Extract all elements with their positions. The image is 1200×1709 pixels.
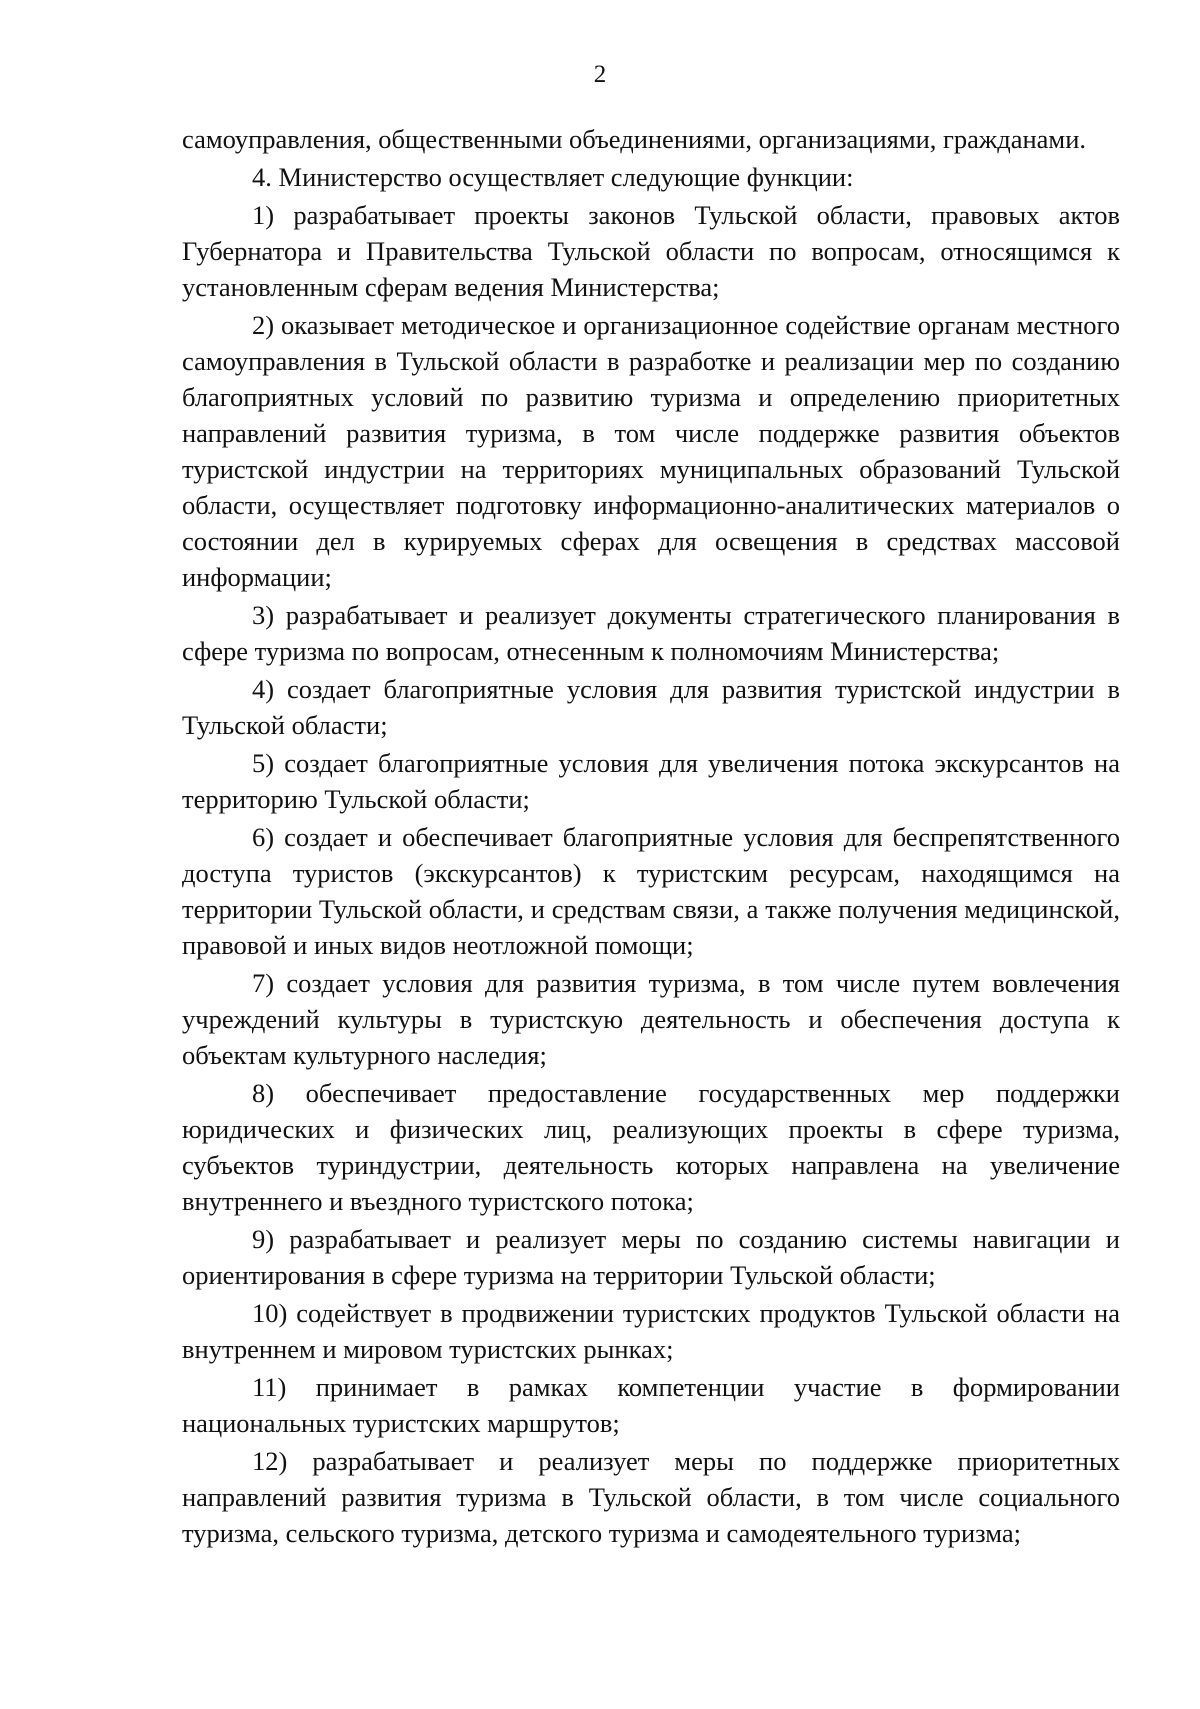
paragraph-item-3: 3) разрабатывает и реализует документы стратегического планирования в сфере туризма по вопросам, отнесенным к полномочиям Министерства; bbox=[182, 600, 1120, 666]
paragraph-item-4: 4) создает благоприятные условия для развития туристской индустрии в Тульской области; bbox=[182, 674, 1120, 740]
paragraph-item-11: 11) принимает в рамках компетенции участие в формировании национальных туристских маршрутов; bbox=[182, 1372, 1120, 1438]
paragraph-item-8: 8) обеспечивает предоставление государственных мер поддержки юридических и физических лиц, реализующих проекты в сфере туризма, субъектов туриндустрии, деятельность которых направлена на увеличение внутреннего и въездного туристского потока; bbox=[182, 1078, 1120, 1216]
paragraph-item-12: 12) разрабатывает и реализует меры по поддержке приоритетных направлений развития туризма в Тульской области, в том числе социального туризма, сельского туризма, детского туризма и самодеятельного туризма; bbox=[182, 1446, 1120, 1548]
paragraph-item-1: 1) разрабатывает проекты законов Тульской области, правовых актов Губернатора и Правительства Тульской области по вопросам, относящимся к установленным сферам ведения Министерства; bbox=[182, 200, 1120, 302]
paragraph-item-2: 2) оказывает методическое и организационное содействие органам местного самоуправления в Тульской области в разработке и реализации мер по созданию благоприятных условий по развитию туризма и определению приоритетных направлений развития туризма, в том числе поддержке развития объектов туристской индустрии на территориях муниципальных образований Тульской области, осуществляет подготовку информационно-аналитических материалов о состоянии дел в курируемых сферах для освещения в средствах массовой информации; bbox=[182, 310, 1120, 592]
paragraph-item-9: 9) разрабатывает и реализует меры по созданию системы навигации и ориентирования в сфере туризма на территории Тульской области; bbox=[182, 1224, 1120, 1290]
paragraph-continuation: самоуправления, общественными объединениями, организациями, гражданами. bbox=[182, 124, 1087, 154]
paragraph-item-7: 7) создает условия для развития туризма, в том числе путем вовлечения учреждений культуры в туристскую деятельность и обеспечения доступа к объектам культурного наследия; bbox=[182, 968, 1120, 1070]
paragraph-item-10: 10) содействует в продвижении туристских продуктов Тульской области на внутреннем и мировом туристских рынках; bbox=[182, 1298, 1120, 1364]
paragraph-item-6: 6) создает и обеспечивает благоприятные условия для беспрепятственного доступа туристов (экскурсантов) к туристским ресурсам, находящимся на территории Тульской области, и средствам связи, а также получения медицинской, правовой и иных видов неотложной помощи; bbox=[182, 822, 1120, 960]
page-number: 2 bbox=[593, 61, 607, 88]
paragraph-section-4-heading: 4. Министерство осуществляет следующие функции: bbox=[252, 162, 854, 192]
document-body bbox=[182, 121, 1120, 1551]
paragraph-item-5: 5) создает благоприятные условия для увеличения потока экскурсантов на территорию Тульской области; bbox=[182, 748, 1120, 814]
